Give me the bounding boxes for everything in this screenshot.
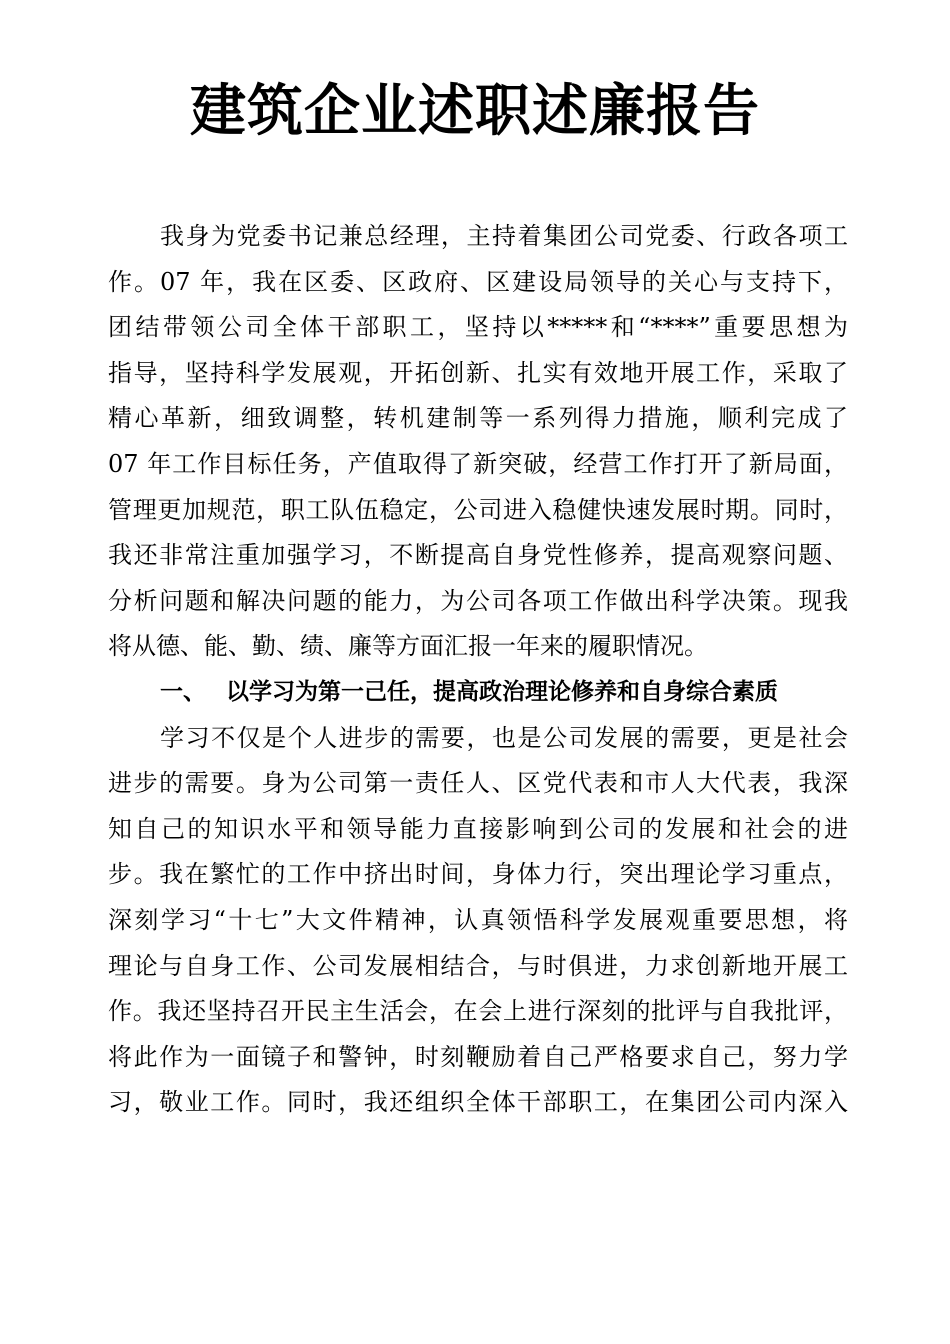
paragraph-line: 07 年工作目标任务，产值取得了新突破，经营工作打开了新局面， bbox=[108, 449, 848, 478]
document-body bbox=[108, 214, 848, 1126]
paragraph-line: 深刻学习“十七”大文件精神，认真领悟科学发展观重要思想，将 bbox=[108, 905, 848, 934]
paragraph-line: 分析问题和解决问题的能力，为公司各项工作做出科学决策。现我 bbox=[108, 586, 848, 615]
paragraph-line: 精心革新，细致调整，转机建制等一系列得力措施，顺利完成了 bbox=[108, 404, 848, 433]
paragraph-line: 团结带领公司全体干部职工，坚持以*****和“****”重要思想为 bbox=[108, 313, 848, 342]
paragraph-line: 学习不仅是个人进步的需要，也是公司发展的需要，更是社会 bbox=[160, 723, 848, 752]
paragraph-line: 指导，坚持科学发展观，开拓创新、扎实有效地开展工作，采取了 bbox=[108, 358, 848, 387]
section-heading bbox=[108, 670, 848, 716]
section-heading-text: 以学习为第一己任，提高政治理论修养和自身综合素质 bbox=[226, 678, 778, 705]
paragraph-line: 作。我还坚持召开民主生活会，在会上进行深刻的批评与自我批评， bbox=[108, 997, 848, 1026]
paragraph-line: 作。07 年，我在区委、区政府、区建设局领导的关心与支持下， bbox=[108, 267, 848, 296]
paragraph-line: 理论与自身工作、公司发展相结合，与时俱进，力求创新地开展工 bbox=[108, 951, 848, 980]
paragraph-line: 将此作为一面镜子和警钟，时刻鞭励着自己严格要求自己，努力学 bbox=[108, 1042, 848, 1071]
paragraph-line: 知自己的知识水平和领导能力直接影响到公司的发展和社会的进 bbox=[108, 814, 848, 843]
document-title: 建筑企业述职述廉报告 bbox=[190, 79, 760, 144]
paragraph-line: 习，敬业工作。同时，我还组织全体干部职工，在集团公司内深入 bbox=[108, 1088, 848, 1117]
section-number: 一、 bbox=[160, 678, 206, 705]
paragraph-line: 我身为党委书记兼总经理，主持着集团公司党委、行政各项工 bbox=[160, 222, 848, 250]
paragraph-line: 进步的需要。身为公司第一责任人、区党代表和市人大代表，我深 bbox=[108, 769, 848, 798]
paragraph-line: 步。我在繁忙的工作中挤出时间，身体力行，突出理论学习重点， bbox=[108, 860, 848, 889]
paragraph-line: 我还非常注重加强学习，不断提高自身党性修养，提高观察问题、 bbox=[108, 541, 848, 570]
paragraph-line: 管理更加规范，职工队伍稳定，公司进入稳健快速发展时期。同时， bbox=[108, 495, 848, 524]
paragraph-line: 将从德、能、勤、绩、廉等方面汇报一年来的履职情况。 bbox=[108, 632, 708, 661]
